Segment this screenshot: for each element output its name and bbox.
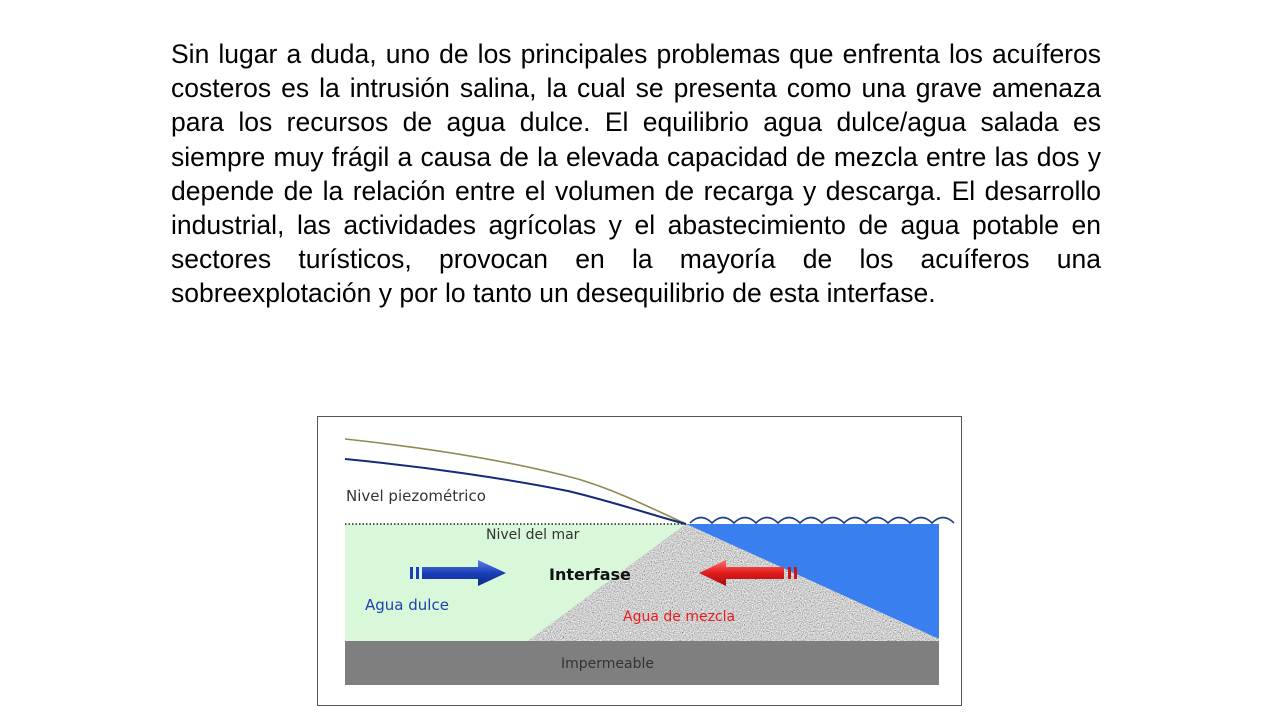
label-nivel-del-mar: Nivel del mar: [486, 527, 580, 543]
coastal-aquifer-diagram: [317, 416, 962, 706]
sea-waves: [690, 518, 954, 524]
label-impermeable: Impermeable: [561, 656, 654, 672]
label-agua-de-mezcla: Agua de mezcla: [623, 609, 736, 625]
diagram-canvas: [318, 417, 961, 705]
label-agua-dulce: Agua dulce: [365, 596, 449, 614]
label-interfase: Interfase: [549, 565, 631, 584]
label-nivel-piezometrico: Nivel piezométrico: [346, 487, 486, 505]
body-paragraph: Sin lugar a duda, uno de los principales problemas que enfrenta los acuíferos costeros es la intrusión salina, la cual se presenta como una grave amenaza para los recursos de agua dulce. El equilibrio agua dulce/agua salada es siempre muy frágil a causa de la elevada capacidad de mezcla entre las dos y depende de la relación entre el volumen de recarga y descarga. El desarrollo industrial, las actividades agrícolas y el abastecimiento de agua potable en sectores turísticos, provocan en la mayoría de los acuíferos una sobreexplotación y por lo tanto un desequilibrio de esta interfase.: [171, 39, 1101, 309]
